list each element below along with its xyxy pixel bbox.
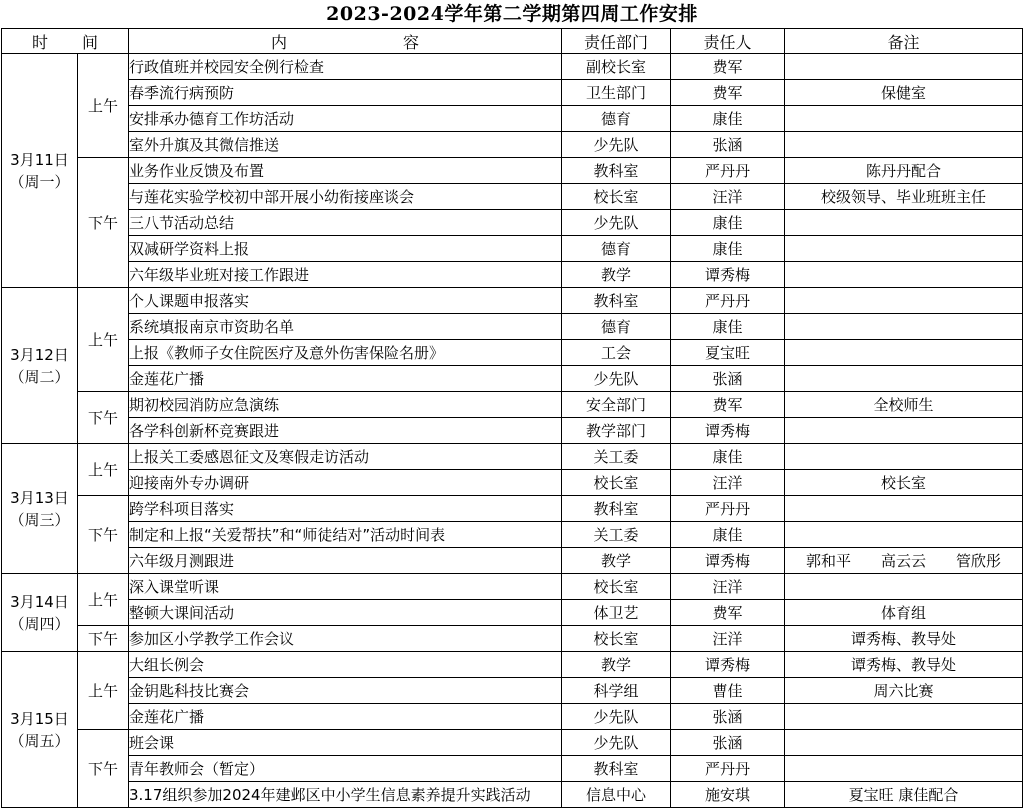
note-cell [785, 54, 1023, 80]
day-date: 3月15日 [10, 709, 69, 728]
dept-cell: 工会 [562, 340, 671, 366]
dept-cell: 教学 [562, 652, 671, 678]
dept-cell: 安全部门 [562, 392, 671, 418]
day-weekday: （周一） [9, 172, 70, 191]
note-cell: 全校师生 [785, 392, 1023, 418]
period-cell: 下午 [78, 496, 129, 574]
table-row [2, 730, 1023, 756]
dept-cell: 教科室 [562, 288, 671, 314]
day-cell [2, 288, 78, 444]
person-cell: 康佳 [671, 106, 785, 132]
table-row [2, 106, 1023, 132]
note-cell [785, 730, 1023, 756]
note-cell: 郭和平 高云云 管欣彤 [785, 548, 1023, 574]
content-cell: 制定和上报“关爱帮扶”和“师徒结对”活动时间表 [129, 522, 562, 548]
content-cell: 安排承办德育工作坊活动 [129, 106, 562, 132]
note-cell: 夏宝旺 康佳配合 [785, 782, 1023, 808]
note-cell [785, 704, 1023, 730]
header-note: 备注 [785, 29, 1023, 54]
person-cell: 费军 [671, 600, 785, 626]
day-cell [2, 54, 78, 288]
table-row [2, 652, 1023, 678]
table-row [2, 132, 1023, 158]
content-cell: 跨学科项目落实 [129, 496, 562, 522]
table-row [2, 470, 1023, 496]
day-date: 3月14日 [10, 592, 69, 611]
content-cell: 金莲花广播 [129, 366, 562, 392]
person-cell: 谭秀梅 [671, 418, 785, 444]
day-weekday: （周五） [9, 731, 70, 750]
table-row [2, 496, 1023, 522]
content-cell: 三八节活动总结 [129, 210, 562, 236]
dept-cell: 教科室 [562, 756, 671, 782]
day-weekday: （周三） [9, 510, 70, 529]
period-cell: 上午 [78, 574, 129, 626]
content-cell: 与莲花实验学校初中部开展小幼衔接座谈会 [129, 184, 562, 210]
note-cell [785, 496, 1023, 522]
dept-cell: 教科室 [562, 158, 671, 184]
dept-cell: 体卫艺 [562, 600, 671, 626]
note-cell: 周六比赛 [785, 678, 1023, 704]
content-cell: 深入课堂听课 [129, 574, 562, 600]
dept-cell: 信息中心 [562, 782, 671, 808]
table-row [2, 314, 1023, 340]
period-cell: 下午 [78, 158, 129, 288]
table-row [2, 522, 1023, 548]
content-cell: 金钥匙科技比赛会 [129, 678, 562, 704]
header-time: 时 间 [2, 29, 129, 54]
note-cell: 校级领导、毕业班班主任 [785, 184, 1023, 210]
dept-cell: 关工委 [562, 522, 671, 548]
table-row [2, 184, 1023, 210]
note-cell [785, 756, 1023, 782]
table-row [2, 392, 1023, 418]
person-cell: 康佳 [671, 522, 785, 548]
dept-cell: 少先队 [562, 210, 671, 236]
schedule-table [1, 28, 1023, 808]
table-row [2, 548, 1023, 574]
table-row [2, 210, 1023, 236]
table-row [2, 600, 1023, 626]
content-cell: 行政值班并校园安全例行检查 [129, 54, 562, 80]
content-cell: 大组长例会 [129, 652, 562, 678]
day-weekday: （周二） [9, 367, 70, 386]
table-row [2, 288, 1023, 314]
day-date: 3月12日 [10, 345, 69, 364]
content-cell: 班会课 [129, 730, 562, 756]
person-cell: 夏宝旺 [671, 340, 785, 366]
content-cell: 青年教师会（暂定） [129, 756, 562, 782]
note-cell [785, 106, 1023, 132]
period-cell: 下午 [78, 626, 129, 652]
note-cell [785, 418, 1023, 444]
note-cell [785, 574, 1023, 600]
person-cell: 谭秀梅 [671, 652, 785, 678]
note-cell [785, 522, 1023, 548]
dept-cell: 少先队 [562, 366, 671, 392]
person-cell: 张涵 [671, 704, 785, 730]
header-dept: 责任部门 [562, 29, 671, 54]
note-cell [785, 366, 1023, 392]
note-cell: 陈丹丹配合 [785, 158, 1023, 184]
table-row [2, 418, 1023, 444]
dept-cell: 副校长室 [562, 54, 671, 80]
note-cell: 校长室 [785, 470, 1023, 496]
table-row [2, 366, 1023, 392]
dept-cell: 教科室 [562, 496, 671, 522]
note-cell [785, 288, 1023, 314]
content-cell: 室外升旗及其微信推送 [129, 132, 562, 158]
content-cell: 各学科创新杯竞赛跟进 [129, 418, 562, 444]
dept-cell: 教学 [562, 548, 671, 574]
person-cell: 费军 [671, 80, 785, 106]
person-cell: 费军 [671, 54, 785, 80]
table-row [2, 574, 1023, 600]
person-cell: 张涵 [671, 132, 785, 158]
person-cell: 谭秀梅 [671, 548, 785, 574]
day-date: 3月11日 [10, 150, 69, 169]
dept-cell: 校长室 [562, 470, 671, 496]
header-content: 内 容 [129, 29, 562, 54]
table-row [2, 782, 1023, 808]
person-cell: 费军 [671, 392, 785, 418]
person-cell: 康佳 [671, 444, 785, 470]
dept-cell: 校长室 [562, 574, 671, 600]
table-header-row [2, 29, 1023, 54]
table-row [2, 626, 1023, 652]
dept-cell: 德育 [562, 106, 671, 132]
person-cell: 严丹丹 [671, 288, 785, 314]
content-cell: 3.17组织参加2024年建邺区中小学生信息素养提升实践活动 [129, 782, 562, 808]
content-cell: 金莲花广播 [129, 704, 562, 730]
content-cell: 六年级毕业班对接工作跟进 [129, 262, 562, 288]
dept-cell: 德育 [562, 236, 671, 262]
note-cell [785, 340, 1023, 366]
table-row [2, 678, 1023, 704]
content-cell: 个人课题申报落实 [129, 288, 562, 314]
dept-cell: 少先队 [562, 132, 671, 158]
period-cell: 上午 [78, 54, 129, 158]
day-date: 3月13日 [10, 488, 69, 507]
table-row [2, 444, 1023, 470]
dept-cell: 卫生部门 [562, 80, 671, 106]
table-row [2, 262, 1023, 288]
person-cell: 严丹丹 [671, 158, 785, 184]
note-cell: 体育组 [785, 600, 1023, 626]
day-weekday: （周四） [9, 614, 70, 633]
period-cell: 上午 [78, 288, 129, 392]
header-person: 责任人 [671, 29, 785, 54]
person-cell: 汪洋 [671, 626, 785, 652]
table-row [2, 340, 1023, 366]
table-row [2, 158, 1023, 184]
person-cell: 康佳 [671, 236, 785, 262]
note-cell [785, 236, 1023, 262]
dept-cell: 科学组 [562, 678, 671, 704]
table-row [2, 54, 1023, 80]
content-cell: 整顿大课间活动 [129, 600, 562, 626]
period-cell: 下午 [78, 730, 129, 808]
person-cell: 康佳 [671, 314, 785, 340]
schedule-body [2, 54, 1023, 808]
content-cell: 上报关工委感恩征文及寒假走访活动 [129, 444, 562, 470]
content-cell: 六年级月测跟进 [129, 548, 562, 574]
person-cell: 汪洋 [671, 184, 785, 210]
person-cell: 汪洋 [671, 574, 785, 600]
dept-cell: 校长室 [562, 184, 671, 210]
dept-cell: 少先队 [562, 730, 671, 756]
day-cell [2, 574, 78, 652]
note-cell [785, 444, 1023, 470]
content-cell: 春季流行病预防 [129, 80, 562, 106]
page-title: 2023-2024学年第二学期第四周工作安排 [326, 3, 698, 25]
note-cell [785, 132, 1023, 158]
person-cell: 汪洋 [671, 470, 785, 496]
content-cell: 双减研学资料上报 [129, 236, 562, 262]
dept-cell: 关工委 [562, 444, 671, 470]
dept-cell: 教学 [562, 262, 671, 288]
period-cell: 下午 [78, 392, 129, 444]
note-cell [785, 210, 1023, 236]
period-cell: 上午 [78, 652, 129, 730]
person-cell: 严丹丹 [671, 756, 785, 782]
dept-cell: 少先队 [562, 704, 671, 730]
dept-cell: 教学部门 [562, 418, 671, 444]
table-row [2, 704, 1023, 730]
note-cell: 谭秀梅、教导处 [785, 626, 1023, 652]
note-cell [785, 314, 1023, 340]
person-cell: 谭秀梅 [671, 262, 785, 288]
person-cell: 施安琪 [671, 782, 785, 808]
table-row [2, 756, 1023, 782]
table-row [2, 236, 1023, 262]
note-cell [785, 262, 1023, 288]
note-cell: 保健室 [785, 80, 1023, 106]
note-cell: 谭秀梅、教导处 [785, 652, 1023, 678]
day-cell [2, 652, 78, 808]
table-row [2, 80, 1023, 106]
content-cell: 上报《教师子女住院医疗及意外伤害保险名册》 [129, 340, 562, 366]
dept-cell: 德育 [562, 314, 671, 340]
person-cell: 张涵 [671, 366, 785, 392]
person-cell: 康佳 [671, 210, 785, 236]
person-cell: 张涵 [671, 730, 785, 756]
dept-cell: 校长室 [562, 626, 671, 652]
period-cell: 上午 [78, 444, 129, 496]
person-cell: 曹佳 [671, 678, 785, 704]
content-cell: 系统填报南京市资助名单 [129, 314, 562, 340]
content-cell: 参加区小学教学工作会议 [129, 626, 562, 652]
person-cell: 严丹丹 [671, 496, 785, 522]
content-cell: 业务作业反馈及布置 [129, 158, 562, 184]
content-cell: 迎接南外专办调研 [129, 470, 562, 496]
day-cell [2, 444, 78, 574]
content-cell: 期初校园消防应急演练 [129, 392, 562, 418]
